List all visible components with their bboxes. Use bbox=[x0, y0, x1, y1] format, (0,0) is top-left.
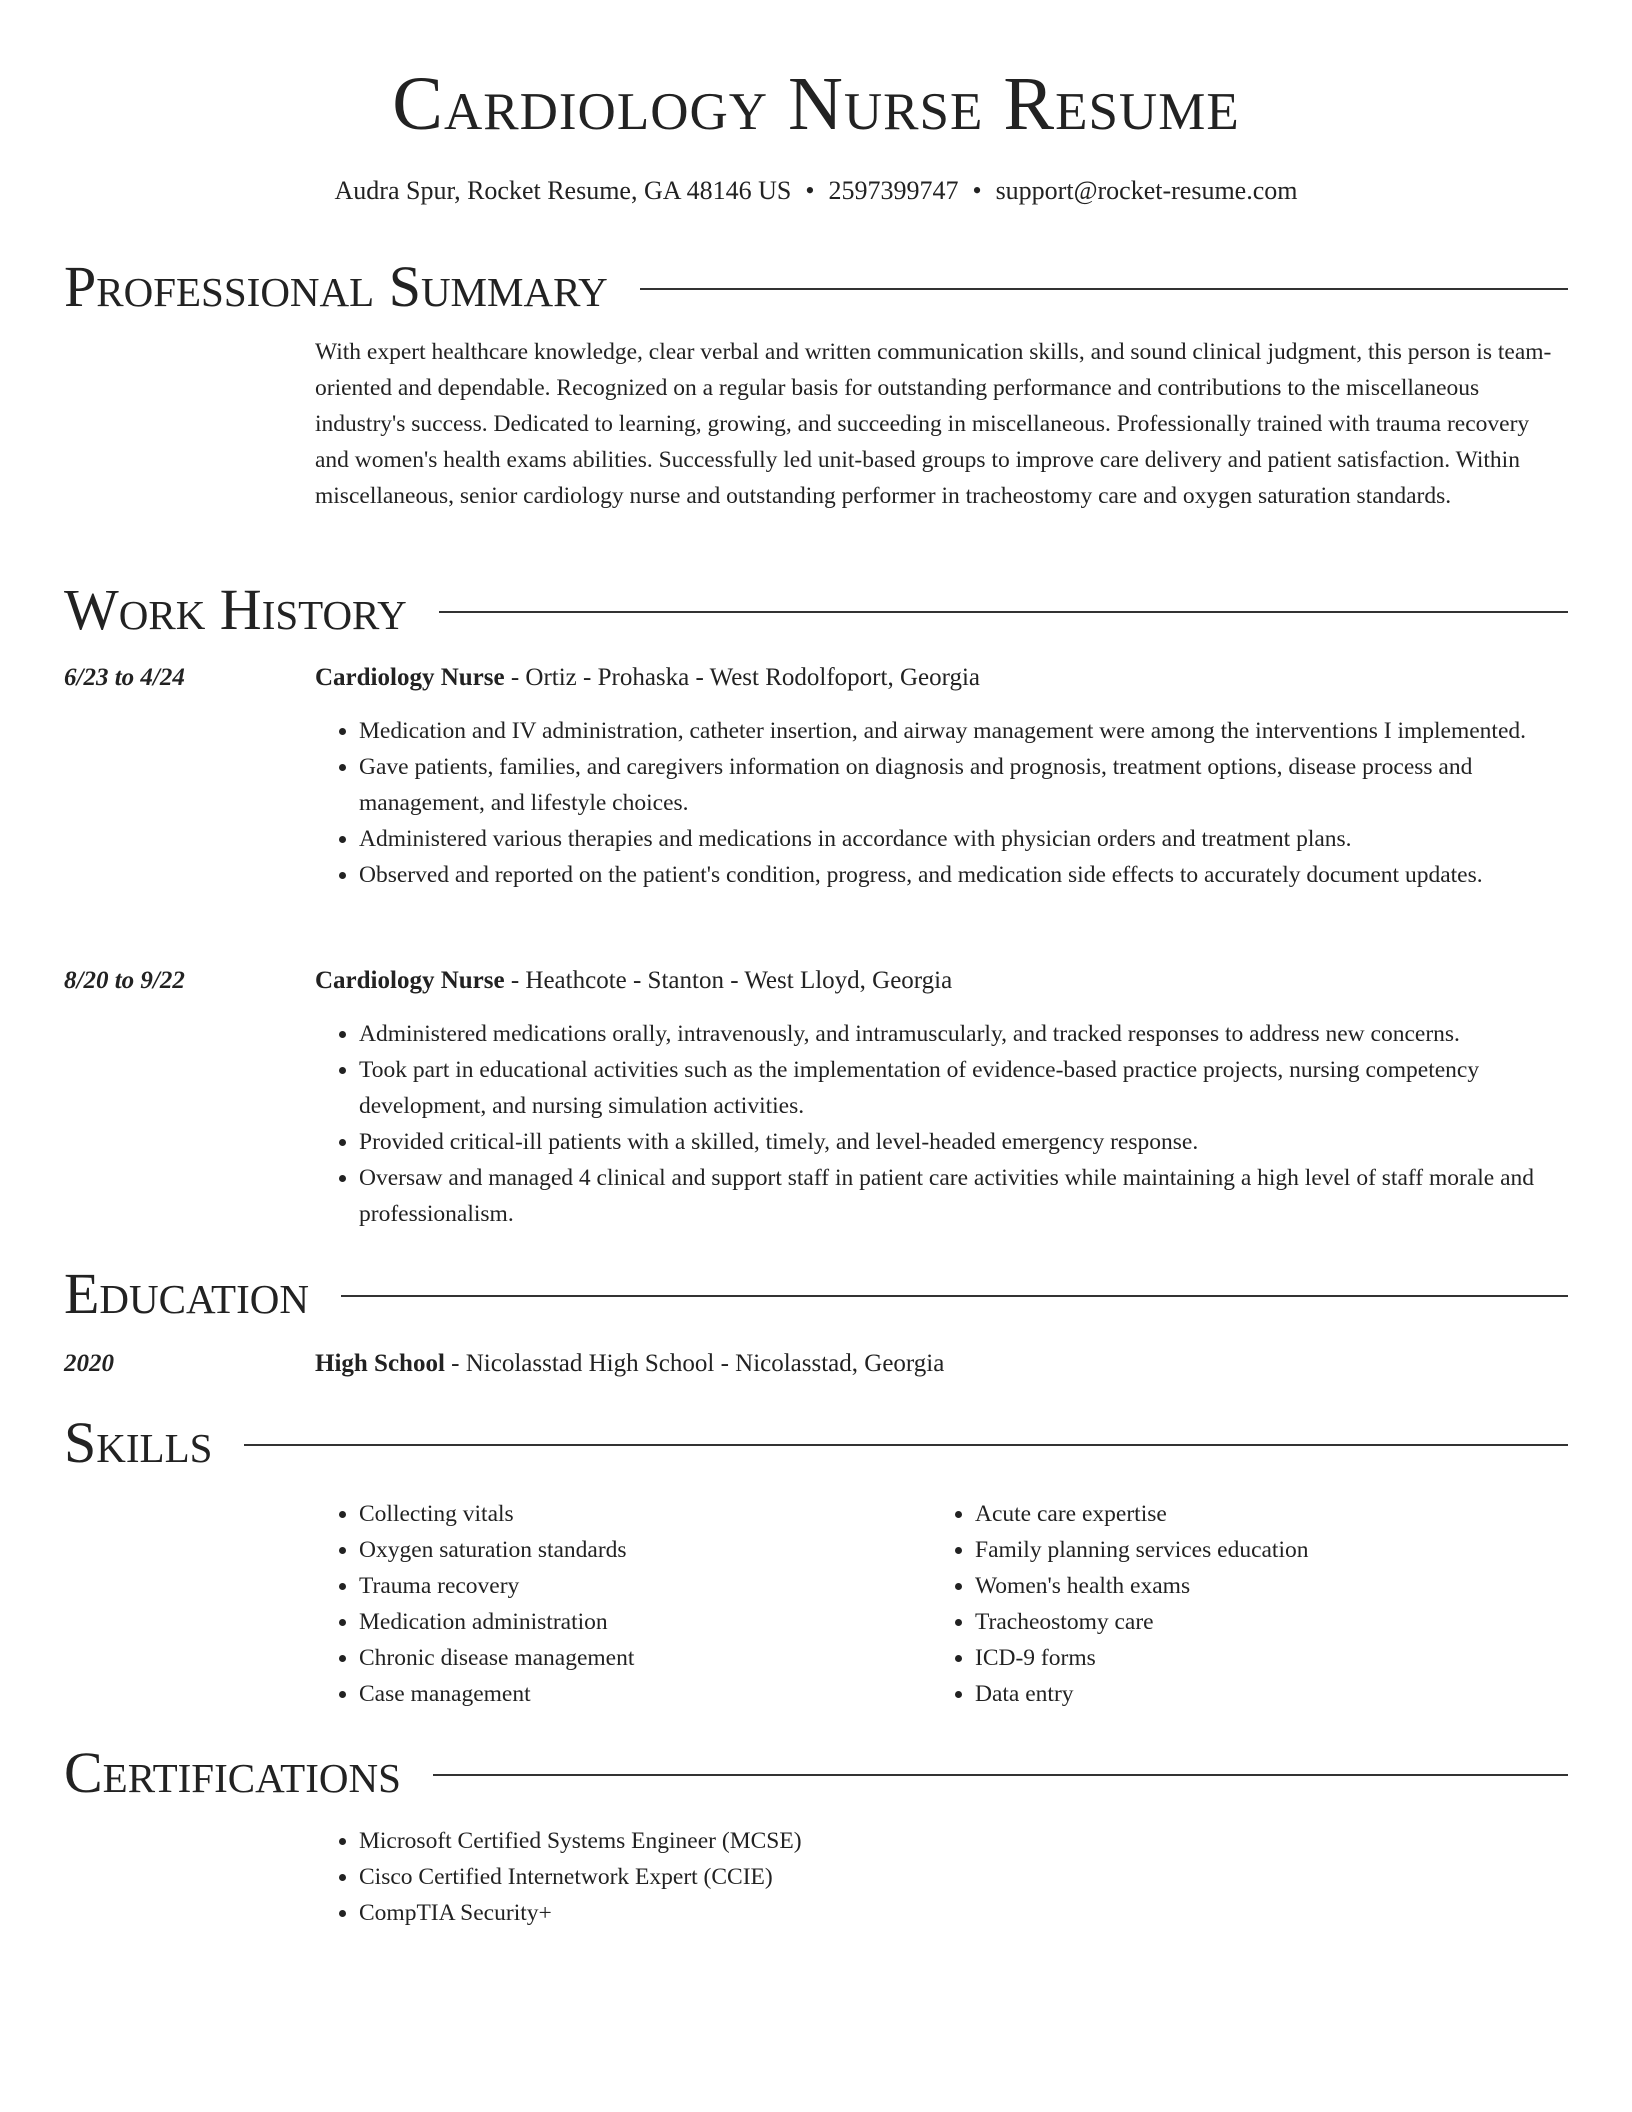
skill-item: • ICD-9 forms bbox=[975, 1640, 1547, 1676]
job-title: Cardiology Nurse bbox=[315, 664, 505, 691]
section-divider bbox=[341, 1295, 1568, 1297]
work-heading: Work History bbox=[64, 577, 407, 642]
job-bullets bbox=[315, 713, 1568, 893]
skill-item: • Tracheostomy care bbox=[975, 1604, 1547, 1640]
job-headline bbox=[315, 963, 1568, 999]
skill-item: • Medication administration bbox=[359, 1604, 931, 1640]
job-bullet: • Gave patients, families, and caregivers information on diagnosis and prognosis, treatment options, disease process and management, and lifestyle choices. bbox=[359, 749, 1568, 821]
job-bullet: • Administered medications orally, intravenously, and intramuscularly, and tracked responses to address new concerns. bbox=[359, 1016, 1568, 1052]
skill-item: • Acute care expertise bbox=[975, 1496, 1547, 1532]
skill-item: • Family planning services education bbox=[975, 1532, 1547, 1568]
job-details: - Heathcote - Stanton - West Lloyd, Georgia bbox=[504, 967, 953, 994]
education-year: 2020 bbox=[64, 1350, 114, 1377]
education-section-header bbox=[64, 1261, 1568, 1327]
section-divider bbox=[433, 1774, 1568, 1776]
job-bullet: • Oversaw and managed 4 clinical and support staff in patient care activities while maintaining a high level of staff morale and professionalism. bbox=[359, 1160, 1568, 1232]
job-bullet: • Took part in educational activities such as the implementation of evidence-based practice projects, nursing competency development, and nursing simulation activities. bbox=[359, 1052, 1568, 1124]
summary-text: With expert healthcare knowledge, clear verbal and written communication skills, and sound clinical judgment, this person is team-oriented and dependable. Recognized on a regular basis for outstanding performance and contributions to the miscellaneous industry's success. Dedicated to learning, growing, and succeeding in miscellaneous. Professionally trained with trauma recovery and women's health exams abilities. Successfully led unit-based groups to improve care delivery and patient satisfaction. Within miscellaneous, senior cardiology nurse and outstanding performer in tracheostomy care and oxygen saturation standards. bbox=[315, 339, 1552, 509]
certifications-section-header bbox=[64, 1740, 1568, 1806]
skill-item: • Chronic disease management bbox=[359, 1640, 931, 1676]
education-heading: Education bbox=[64, 1261, 309, 1326]
contact-line bbox=[64, 174, 1568, 208]
job-bullets bbox=[315, 1016, 1568, 1232]
education-headline bbox=[315, 1346, 1568, 1382]
skills-heading: Skills bbox=[64, 1410, 213, 1475]
skill-item: • Trauma recovery bbox=[359, 1568, 931, 1604]
skill-item: • Women's health exams bbox=[975, 1568, 1547, 1604]
resume-page bbox=[64, 0, 1568, 2112]
job-dates: 8/20 to 9/22 bbox=[64, 967, 185, 994]
skill-item: • Data entry bbox=[975, 1676, 1547, 1712]
skill-item: • Collecting vitals bbox=[359, 1496, 931, 1532]
contact-separator: • bbox=[972, 176, 982, 205]
summary-heading: Professional Summary bbox=[64, 254, 608, 319]
job-title: Cardiology Nurse bbox=[315, 967, 505, 994]
skills-list bbox=[315, 1496, 1568, 1712]
certification-item: • CompTIA Security+ bbox=[359, 1895, 1568, 1931]
skill-item: • Case management bbox=[359, 1676, 931, 1712]
certifications-heading: Certifications bbox=[64, 1740, 401, 1805]
resume-title: Cardiology Nurse Resume bbox=[392, 62, 1240, 146]
education-details: - Nicolasstad High School - Nicolasstad, Georgia bbox=[444, 1350, 945, 1377]
certifications-list bbox=[315, 1823, 1568, 1931]
skills-section-header bbox=[64, 1410, 1568, 1476]
skills-column-left bbox=[315, 1496, 931, 1712]
contact-address: Audra Spur, Rocket Resume, GA 48146 US bbox=[334, 176, 792, 205]
job-dates: 6/23 to 4/24 bbox=[64, 664, 185, 691]
contact-separator: • bbox=[805, 176, 815, 205]
job-bullet: • Provided critical-ill patients with a skilled, timely, and level-headed emergency response. bbox=[359, 1124, 1568, 1160]
job-bullet: • Medication and IV administration, catheter insertion, and airway management were among the interventions I implemented. bbox=[359, 713, 1568, 749]
education-degree: High School bbox=[315, 1350, 445, 1377]
section-divider bbox=[244, 1444, 1568, 1446]
job-bullet: • Administered various therapies and medications in accordance with physician orders and treatment plans. bbox=[359, 821, 1568, 857]
contact-phone[interactable]: 2597399747 bbox=[828, 176, 959, 205]
section-divider bbox=[640, 288, 1568, 290]
contact-email[interactable]: support@rocket-resume.com bbox=[995, 176, 1298, 205]
work-section-header bbox=[64, 577, 1568, 643]
job-headline bbox=[315, 660, 1568, 696]
job-details: - Ortiz - Prohaska - West Rodolfoport, Georgia bbox=[504, 664, 981, 691]
skills-column-right bbox=[931, 1496, 1547, 1712]
job-bullet: • Observed and reported on the patient's condition, progress, and medication side effects to accurately document updates. bbox=[359, 857, 1568, 893]
certification-item: • Microsoft Certified Systems Engineer (MCSE) bbox=[359, 1823, 1568, 1859]
skill-item: • Oxygen saturation standards bbox=[359, 1532, 931, 1568]
certification-item: • Cisco Certified Internetwork Expert (CCIE) bbox=[359, 1859, 1568, 1895]
summary-section-header bbox=[64, 254, 1568, 320]
section-divider bbox=[439, 611, 1568, 613]
